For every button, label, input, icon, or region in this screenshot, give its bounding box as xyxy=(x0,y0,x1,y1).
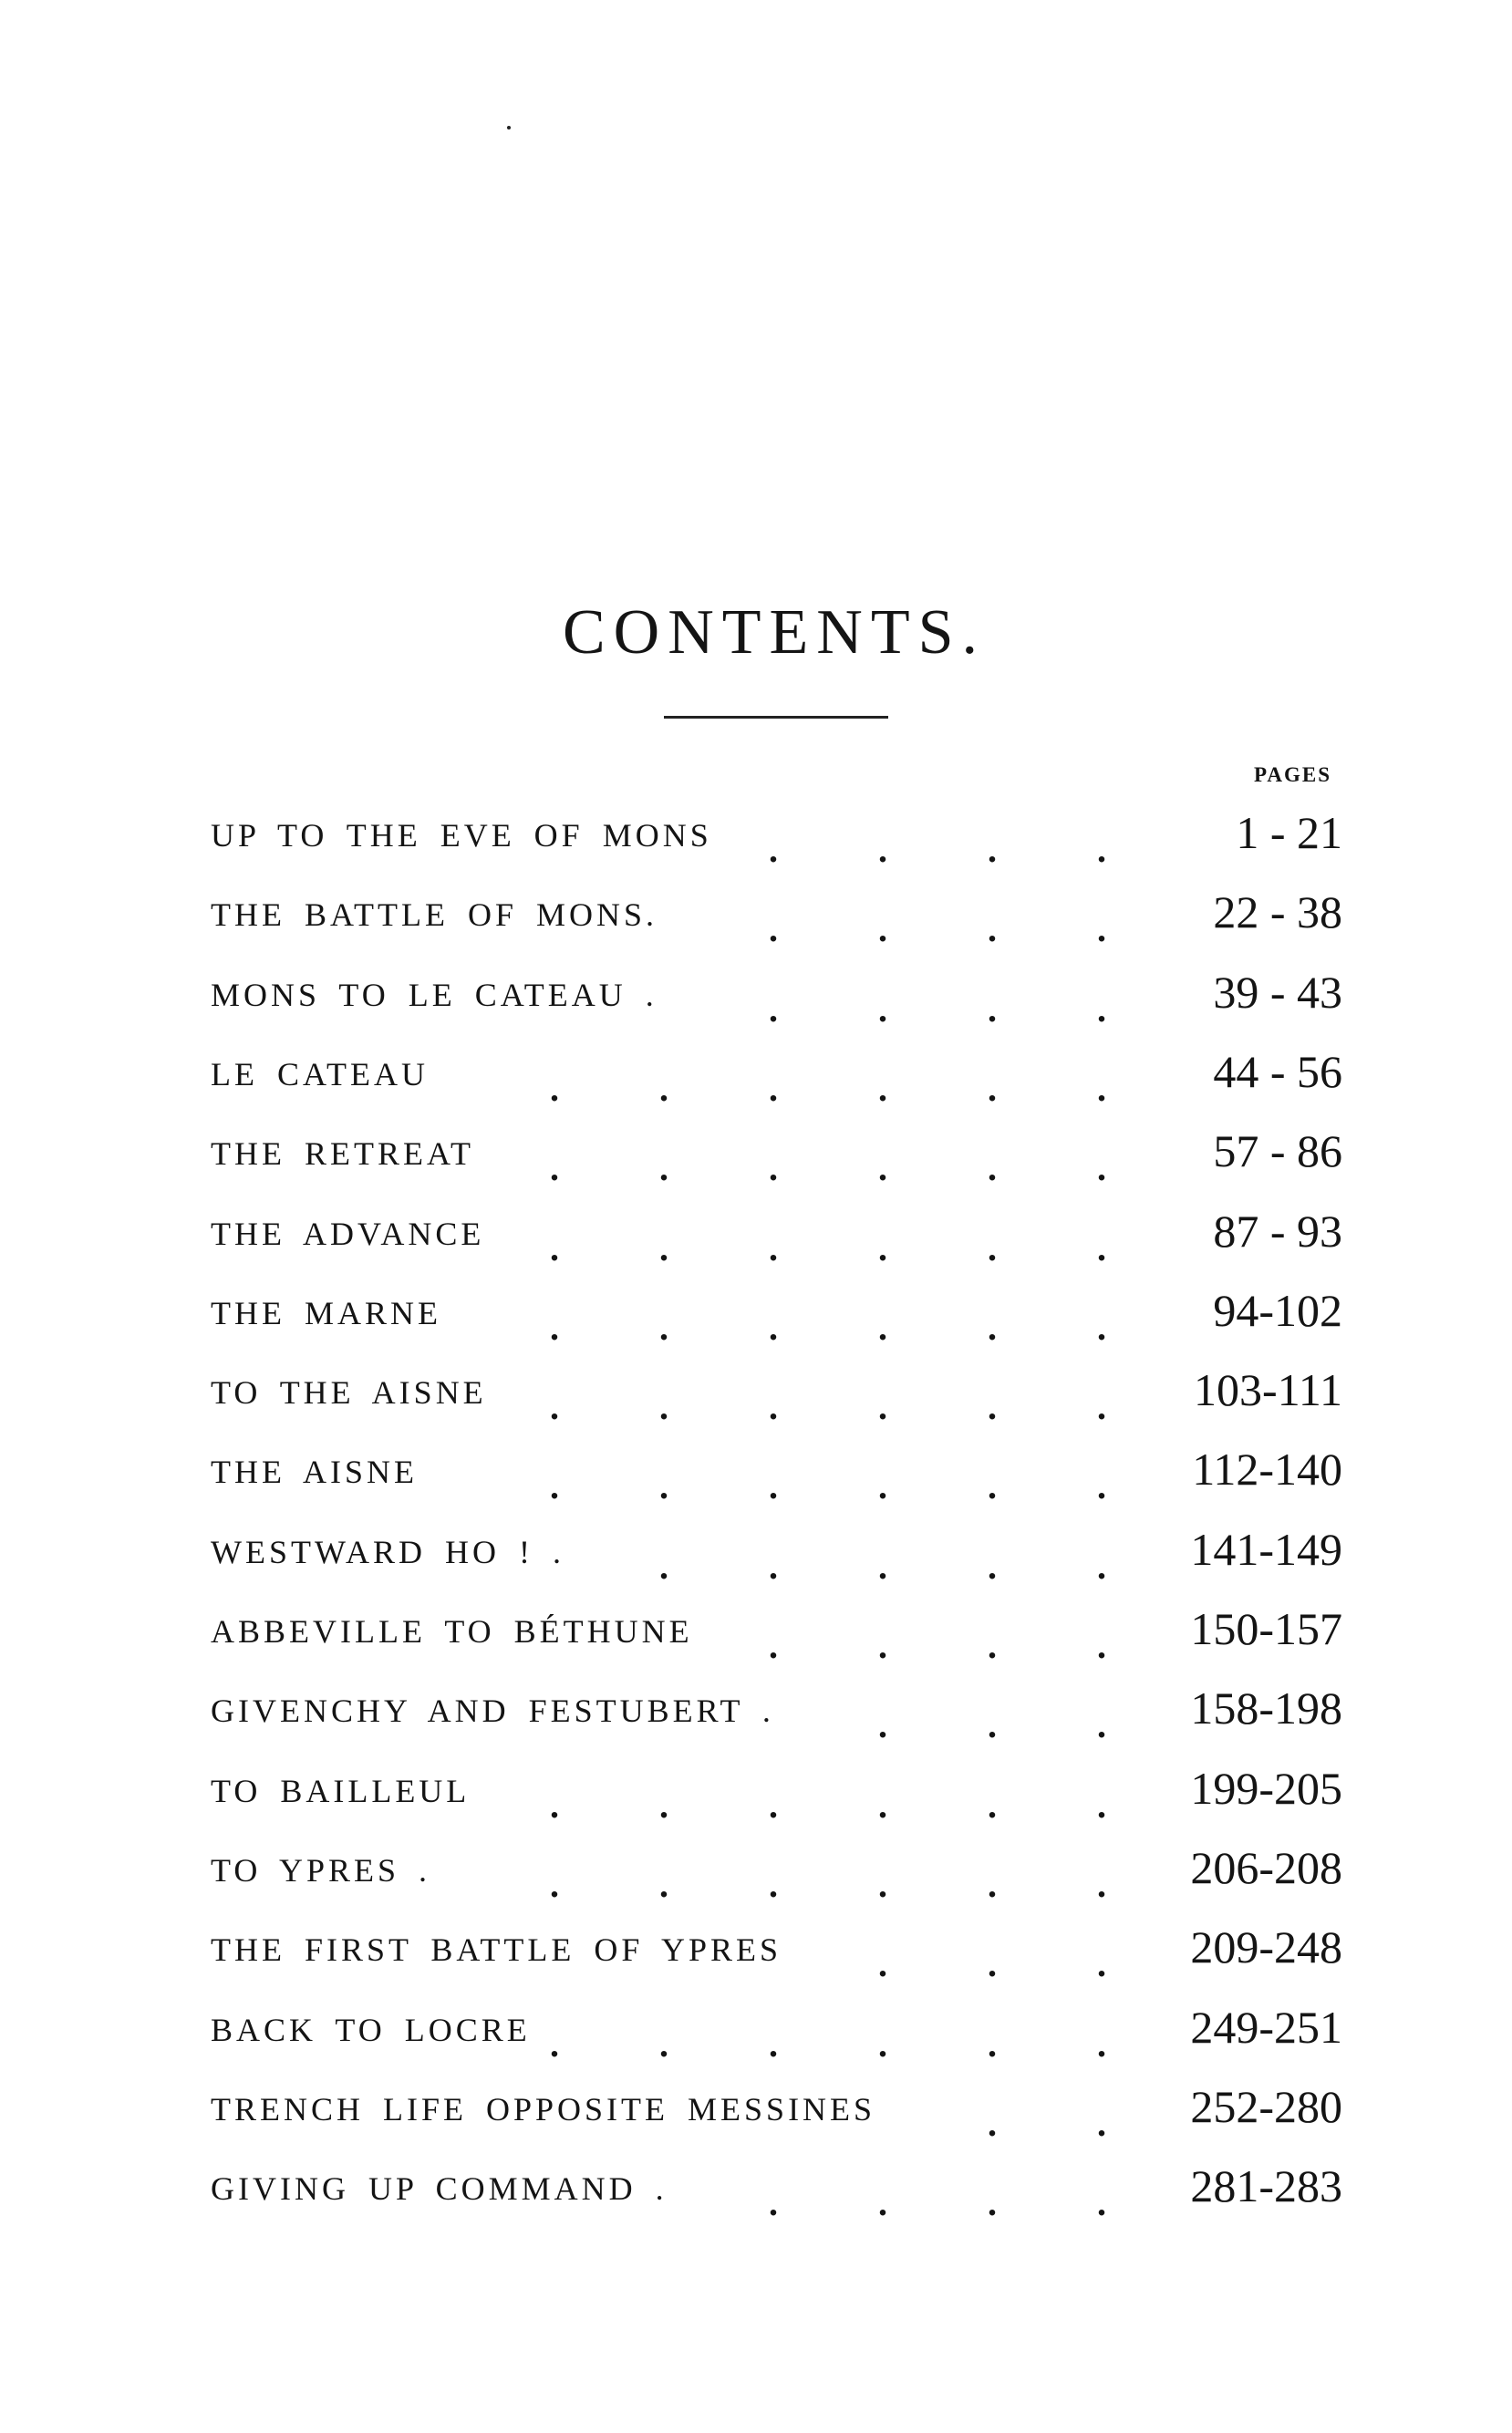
leader-dot: . xyxy=(878,1227,887,1268)
leader-dot: . xyxy=(1097,2182,1106,2224)
leader-dot: . xyxy=(988,1147,997,1189)
toc-entry-title: WESTWARD HO ! . xyxy=(211,1533,564,1570)
leader-dot: . xyxy=(659,1147,668,1189)
leader-dot: . xyxy=(878,2023,887,2065)
leader-dot: . xyxy=(878,1943,887,1985)
leader-dot: . xyxy=(659,2023,668,2065)
toc-entry-pages: 103-111 xyxy=(1194,1364,1342,1416)
toc-entry-pages: 44 - 56 xyxy=(1213,1045,1342,1097)
leader-dot: . xyxy=(659,1784,668,1826)
leader-dot: . xyxy=(988,1784,997,1826)
toc-entry-pages: 199-205 xyxy=(1190,1762,1342,1814)
toc-entry[interactable] xyxy=(0,1523,1512,1600)
toc-entry[interactable] xyxy=(0,1841,1512,1918)
toc-entry[interactable] xyxy=(0,1603,1512,1679)
leader-dot: . xyxy=(550,1784,559,1826)
leader-dot: . xyxy=(988,2023,997,2065)
toc-entry-pages: 87 - 93 xyxy=(1213,1205,1342,1257)
leader-dot: . xyxy=(769,1147,778,1189)
toc-entry-pages: 150-157 xyxy=(1190,1603,1342,1654)
leader-dot: . xyxy=(769,2182,778,2224)
leader-dot: . xyxy=(1097,1863,1106,1905)
toc-entry-title: ABBEVILLE TO BÉTHUNE xyxy=(211,1613,693,1650)
leader-dot: . xyxy=(1097,829,1106,870)
leader-dot: . xyxy=(769,1625,778,1666)
leader-dot: . xyxy=(988,1545,997,1587)
leader-dot: . xyxy=(1097,1704,1106,1746)
leader-dot: . xyxy=(878,908,887,950)
leader-dot: . xyxy=(550,1386,559,1428)
toc-entry-title: LE CATEAU xyxy=(211,1055,429,1092)
toc-entry-pages: 1 - 21 xyxy=(1236,807,1342,858)
leader-dot: . xyxy=(1097,988,1106,1030)
toc-entry-pages: 249-251 xyxy=(1190,2001,1342,2053)
toc-entry-title: BACK TO LOCRE xyxy=(211,2011,531,2048)
leader-dot: . xyxy=(769,1386,778,1428)
toc-entry-title: THE ADVANCE xyxy=(211,1215,485,1252)
toc-entry-title: TRENCH LIFE OPPOSITE MESSINES xyxy=(211,2090,876,2128)
leader-dot: . xyxy=(878,1067,887,1109)
leader-dot: . xyxy=(769,1306,778,1348)
leader-dot: . xyxy=(1097,1784,1106,1826)
leader-dot: . xyxy=(1097,1306,1106,1348)
toc-entry-title: TO YPRES . xyxy=(211,1851,431,1889)
leader-dot: . xyxy=(988,829,997,870)
leader-dot: . xyxy=(550,1147,559,1189)
leader-dot: . xyxy=(988,2182,997,2224)
toc-entry[interactable] xyxy=(0,886,1512,962)
toc-entry-pages: 209-248 xyxy=(1190,1921,1342,1973)
toc-entry-title: UP TO THE EVE OF MONS xyxy=(211,817,712,854)
toc-entry[interactable] xyxy=(0,1045,1512,1122)
toc-entry-pages: 206-208 xyxy=(1190,1841,1342,1893)
leader-dot: . xyxy=(659,1386,668,1428)
leader-dot: . xyxy=(878,1704,887,1746)
toc-entry[interactable] xyxy=(0,1125,1512,1201)
leader-dot: . xyxy=(988,988,997,1030)
leader-dot: . xyxy=(1097,1227,1106,1268)
toc-entry[interactable] xyxy=(0,807,1512,883)
leader-dot: . xyxy=(769,1784,778,1826)
leader-dot: . xyxy=(550,1227,559,1268)
leader-dot: . xyxy=(1097,1943,1106,1985)
leader-dot: . xyxy=(1097,1545,1106,1587)
leader-dot: . xyxy=(878,829,887,870)
leader-dot: . xyxy=(878,988,887,1030)
leader-dot: . xyxy=(988,1704,997,1746)
page-title: CONTENTS. xyxy=(562,596,987,668)
leader-dot: . xyxy=(988,2102,997,2144)
toc-entry-title: THE MARNE xyxy=(211,1294,441,1331)
leader-dot: . xyxy=(659,1227,668,1268)
toc-entry-pages: 22 - 38 xyxy=(1213,886,1342,938)
toc-entry-title: THE BATTLE OF MONS. xyxy=(211,896,658,934)
leader-dot: . xyxy=(1097,908,1106,950)
toc-entry-title: THE AISNE xyxy=(211,1454,418,1491)
leader-dot: . xyxy=(988,1465,997,1507)
leader-dot: . xyxy=(550,1067,559,1109)
leader-dot: . xyxy=(659,1067,668,1109)
toc-entry[interactable] xyxy=(0,2001,1512,2077)
toc-entry-pages: 158-198 xyxy=(1190,1682,1342,1734)
toc-entry-pages: 39 - 43 xyxy=(1213,966,1342,1018)
leader-dot: . xyxy=(769,1067,778,1109)
toc-entry[interactable] xyxy=(0,2160,1512,2236)
toc-entry[interactable] xyxy=(0,1921,1512,1997)
leader-dot: . xyxy=(988,1943,997,1985)
toc-entry-title: MONS TO LE CATEAU . xyxy=(211,976,658,1013)
toc-entry[interactable] xyxy=(0,1682,1512,1758)
leader-dot: . xyxy=(769,829,778,870)
leader-dot: . xyxy=(878,1147,887,1189)
leader-dot: . xyxy=(550,1306,559,1348)
leader-dot: . xyxy=(878,1863,887,1905)
leader-dot: . xyxy=(769,1465,778,1507)
toc-entry[interactable] xyxy=(0,2080,1512,2157)
leader-dot: . xyxy=(1097,1067,1106,1109)
leader-dot: . xyxy=(659,1863,668,1905)
toc-entry-pages: 141-149 xyxy=(1190,1523,1342,1575)
toc-entry-pages: 94-102 xyxy=(1213,1284,1342,1336)
leader-dot: . xyxy=(769,1863,778,1905)
toc-entry-pages: 112-140 xyxy=(1192,1444,1342,1496)
toc-entry-title: TO BAILLEUL xyxy=(211,1772,471,1809)
leader-dot: . xyxy=(659,1465,668,1507)
leader-dot: . xyxy=(878,1386,887,1428)
toc-entry-title: GIVENCHY AND FESTUBERT . xyxy=(211,1693,774,1730)
leader-dot: . xyxy=(878,1465,887,1507)
leader-dot: . xyxy=(550,1863,559,1905)
pages-column-header: PAGES xyxy=(1254,763,1331,786)
toc-entry-title: THE RETREAT xyxy=(211,1135,474,1173)
leader-dot: . xyxy=(1097,1625,1106,1666)
toc-entry-pages: 57 - 86 xyxy=(1213,1125,1342,1177)
leader-dot: . xyxy=(659,1306,668,1348)
leader-dot: . xyxy=(1097,2102,1106,2144)
toc-entry[interactable] xyxy=(0,1284,1512,1361)
leader-dot: . xyxy=(659,1545,668,1587)
toc-entry[interactable] xyxy=(0,1364,1512,1440)
toc-entry[interactable] xyxy=(0,1762,1512,1838)
leader-dot: . xyxy=(988,1863,997,1905)
leader-dot: . xyxy=(988,1386,997,1428)
leader-dot: . xyxy=(769,988,778,1030)
leader-dot: . xyxy=(1097,1465,1106,1507)
leader-dot: . xyxy=(550,2023,559,2065)
leader-dot: . xyxy=(878,1306,887,1348)
leader-dot: . xyxy=(769,1545,778,1587)
toc-entry-title: TO THE AISNE xyxy=(211,1374,487,1412)
leader-dot: . xyxy=(550,1465,559,1507)
leader-dot: . xyxy=(988,1067,997,1109)
leader-dot: . xyxy=(878,1625,887,1666)
leader-dot: . xyxy=(988,1227,997,1268)
toc-entry[interactable] xyxy=(0,966,1512,1042)
toc-entry-pages: 252-280 xyxy=(1190,2080,1342,2132)
toc-entry-pages: 281-283 xyxy=(1190,2160,1342,2212)
leader-dot: . xyxy=(1097,2023,1106,2065)
leader-dot: . xyxy=(1097,1386,1106,1428)
leader-dot: . xyxy=(1097,1147,1106,1189)
toc-entry[interactable] xyxy=(0,1205,1512,1281)
leader-dot: . xyxy=(769,2023,778,2065)
leader-dot: . xyxy=(769,908,778,950)
leader-dot: . xyxy=(988,1625,997,1666)
leader-dot: . xyxy=(988,908,997,950)
leader-dot: . xyxy=(878,2182,887,2224)
toc-entry-title: GIVING UP COMMAND . xyxy=(211,2170,668,2208)
toc-entry[interactable] xyxy=(0,1446,1512,1519)
leader-dot: . xyxy=(878,1545,887,1587)
toc-entry-title: THE FIRST BATTLE OF YPRES xyxy=(211,1931,782,1969)
leader-dot: . xyxy=(878,1784,887,1826)
leader-dot: . xyxy=(988,1306,997,1348)
leader-dot: . xyxy=(769,1227,778,1268)
